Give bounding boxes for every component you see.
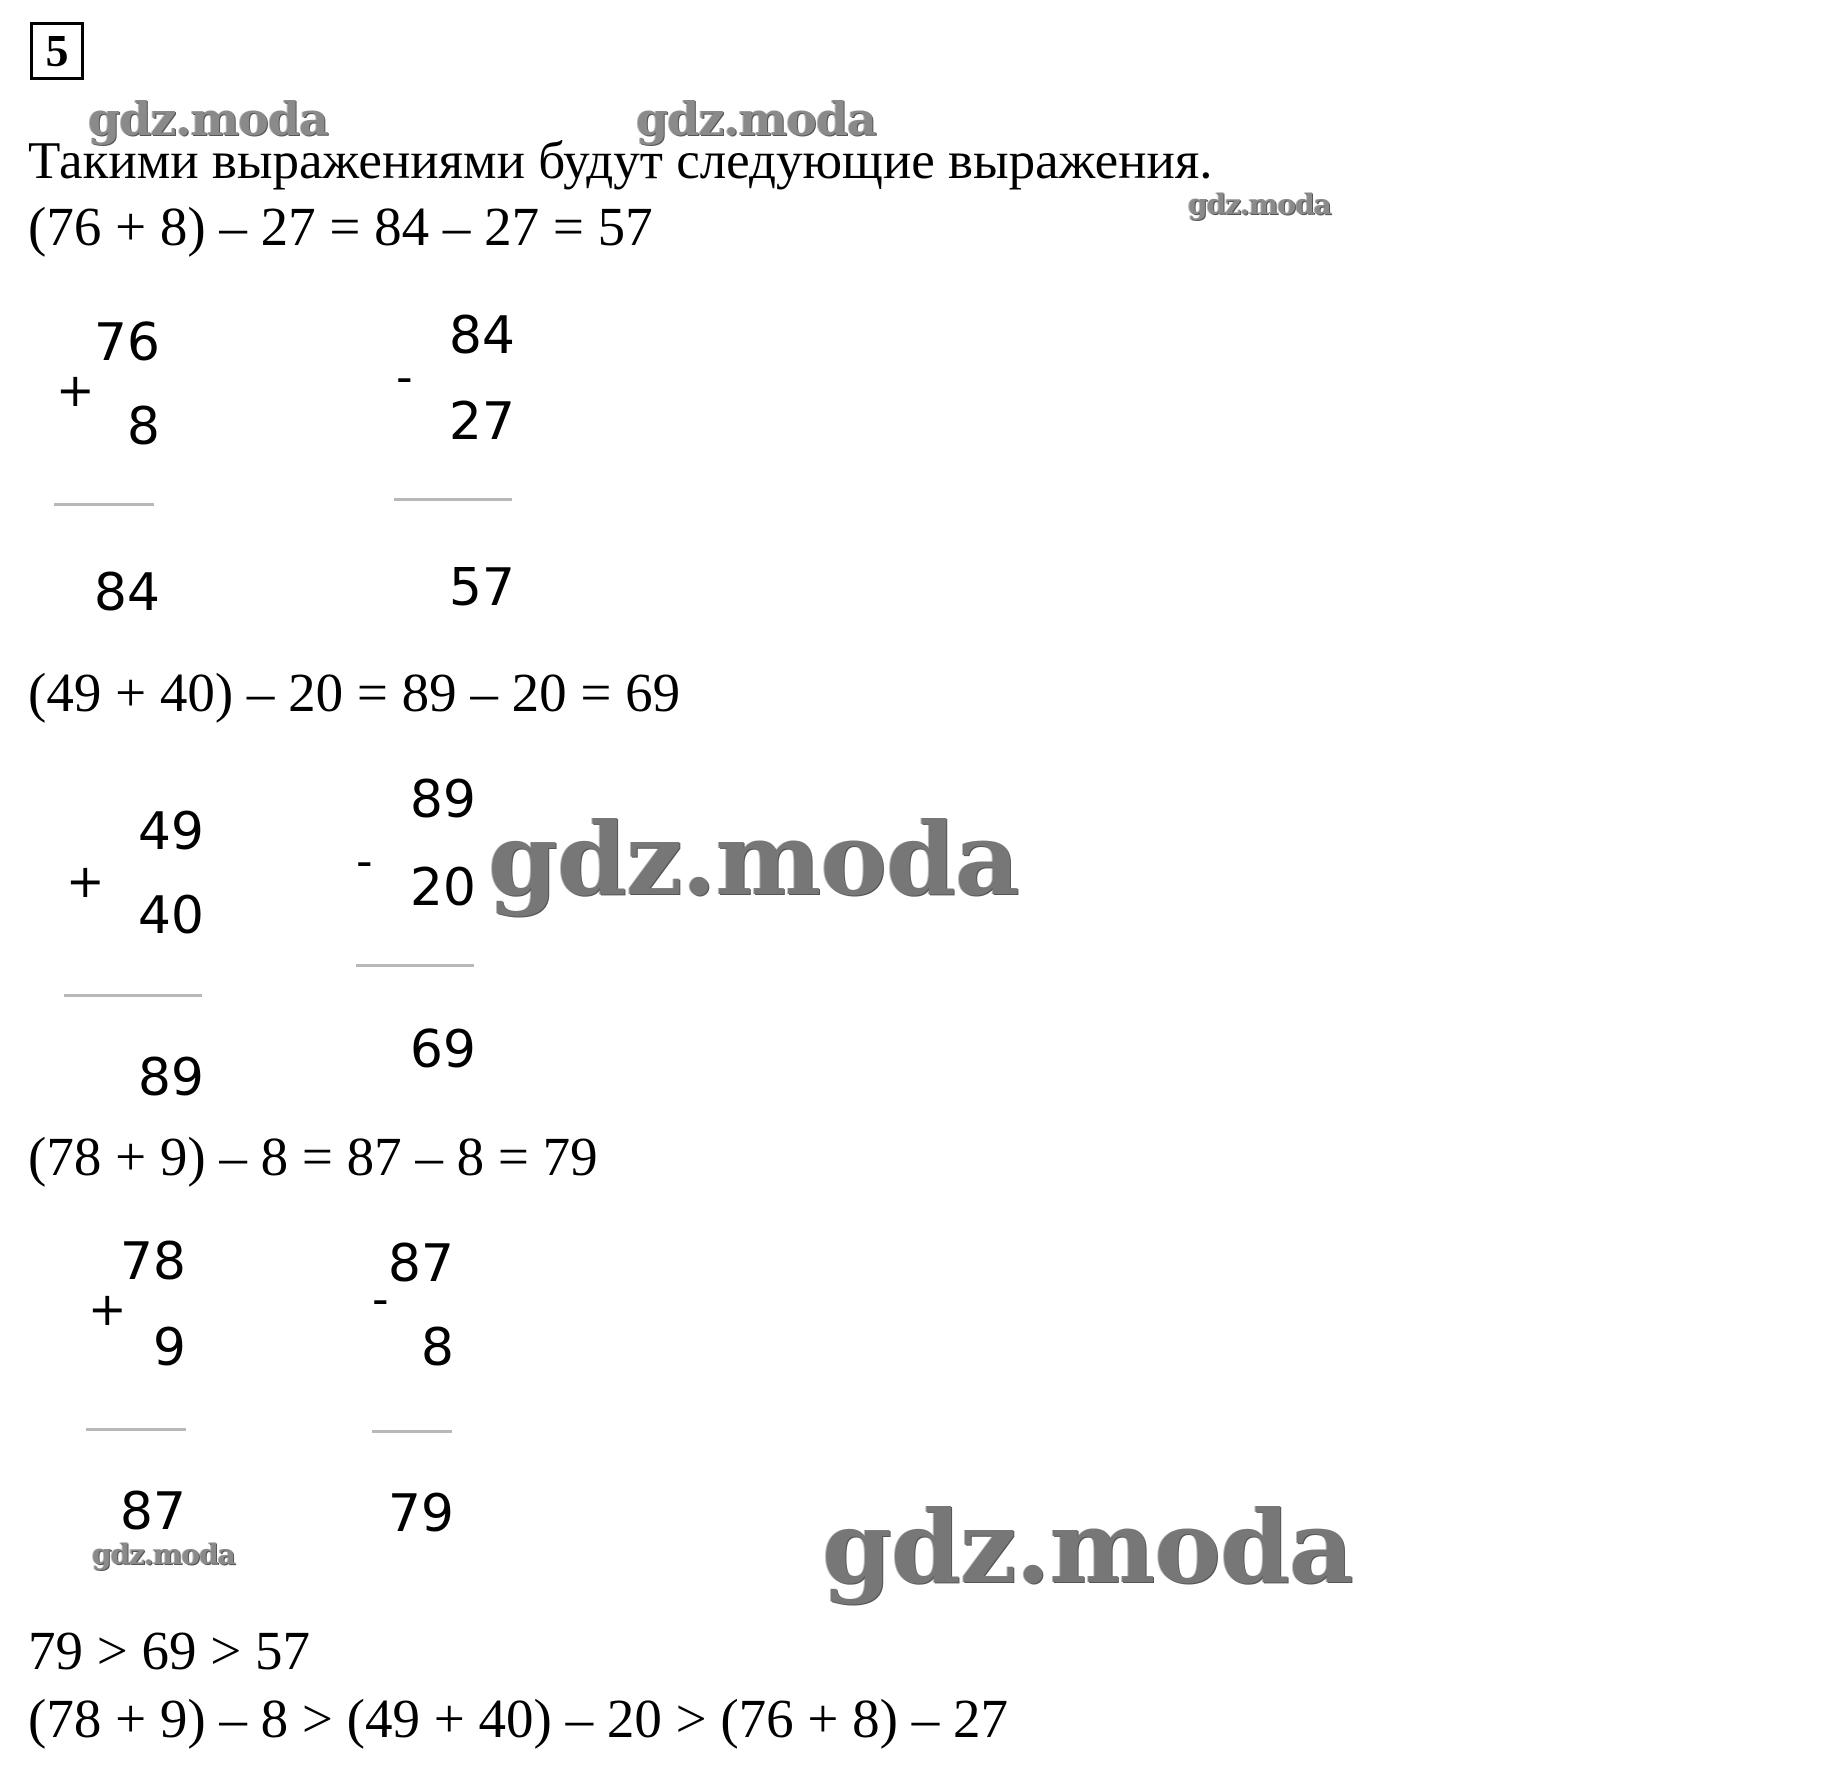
result: 79: [387, 1484, 454, 1544]
watermark: gdz.moda: [822, 1488, 1353, 1606]
comparison: 79 > 69 > 57: [28, 1620, 311, 1681]
bottom-operand: 40: [137, 886, 204, 946]
column-addition-3: [84, 1232, 186, 1562]
result: 84: [93, 563, 160, 623]
watermark: gdz.moda: [88, 92, 328, 146]
bottom-operand: 8: [420, 1318, 454, 1378]
intro-text: Такими выражениями будут следующие выражения.: [28, 132, 1213, 190]
result-line: [356, 964, 474, 967]
expression-1: (76 + 8) – 27 = 84 – 27 = 57: [28, 196, 653, 257]
top-operand: 49: [137, 802, 204, 862]
bottom-operand: 8: [126, 397, 160, 457]
result: 69: [409, 1020, 476, 1080]
plus-sign: +: [66, 854, 105, 908]
top-operand: 84: [448, 306, 515, 366]
column-subtraction-2: [352, 770, 476, 1100]
result-line: [86, 1428, 186, 1431]
plus-sign: +: [88, 1282, 127, 1336]
top-operand: 89: [409, 770, 476, 830]
column-addition-1: [50, 305, 160, 635]
conclusion: (78 + 9) – 8 > (49 + 40) – 20 > (76 + 8) – 27: [28, 1688, 1008, 1749]
result-line: [394, 498, 512, 501]
result: 87: [119, 1482, 186, 1542]
minus-sign: -: [356, 834, 373, 888]
result-line: [54, 503, 154, 506]
result-line: [64, 994, 202, 997]
expression-3: (78 + 9) – 8 = 87 – 8 = 79: [28, 1126, 598, 1187]
result: 89: [137, 1048, 204, 1108]
column-subtraction-3: [370, 1234, 454, 1564]
bottom-operand: 27: [448, 392, 515, 452]
plus-sign: +: [56, 363, 95, 417]
column-subtraction-1: [390, 300, 515, 630]
watermark: gdz.moda: [1188, 188, 1331, 221]
task-number: 5: [30, 22, 84, 80]
column-addition-2: [60, 798, 204, 1128]
watermark: gdz.moda: [636, 92, 876, 146]
minus-sign: -: [396, 350, 413, 404]
result-line: [372, 1430, 452, 1433]
watermark: gdz.moda: [488, 800, 1019, 918]
top-operand: 76: [93, 313, 160, 373]
bottom-operand: 9: [152, 1318, 186, 1378]
result: 57: [448, 558, 515, 618]
expression-2: (49 + 40) – 20 = 89 – 20 = 69: [28, 662, 681, 723]
top-operand: 87: [387, 1234, 454, 1294]
top-operand: 78: [119, 1232, 186, 1292]
minus-sign: -: [372, 1272, 389, 1326]
bottom-operand: 20: [409, 858, 476, 918]
watermark: gdz.moda: [92, 1538, 235, 1571]
